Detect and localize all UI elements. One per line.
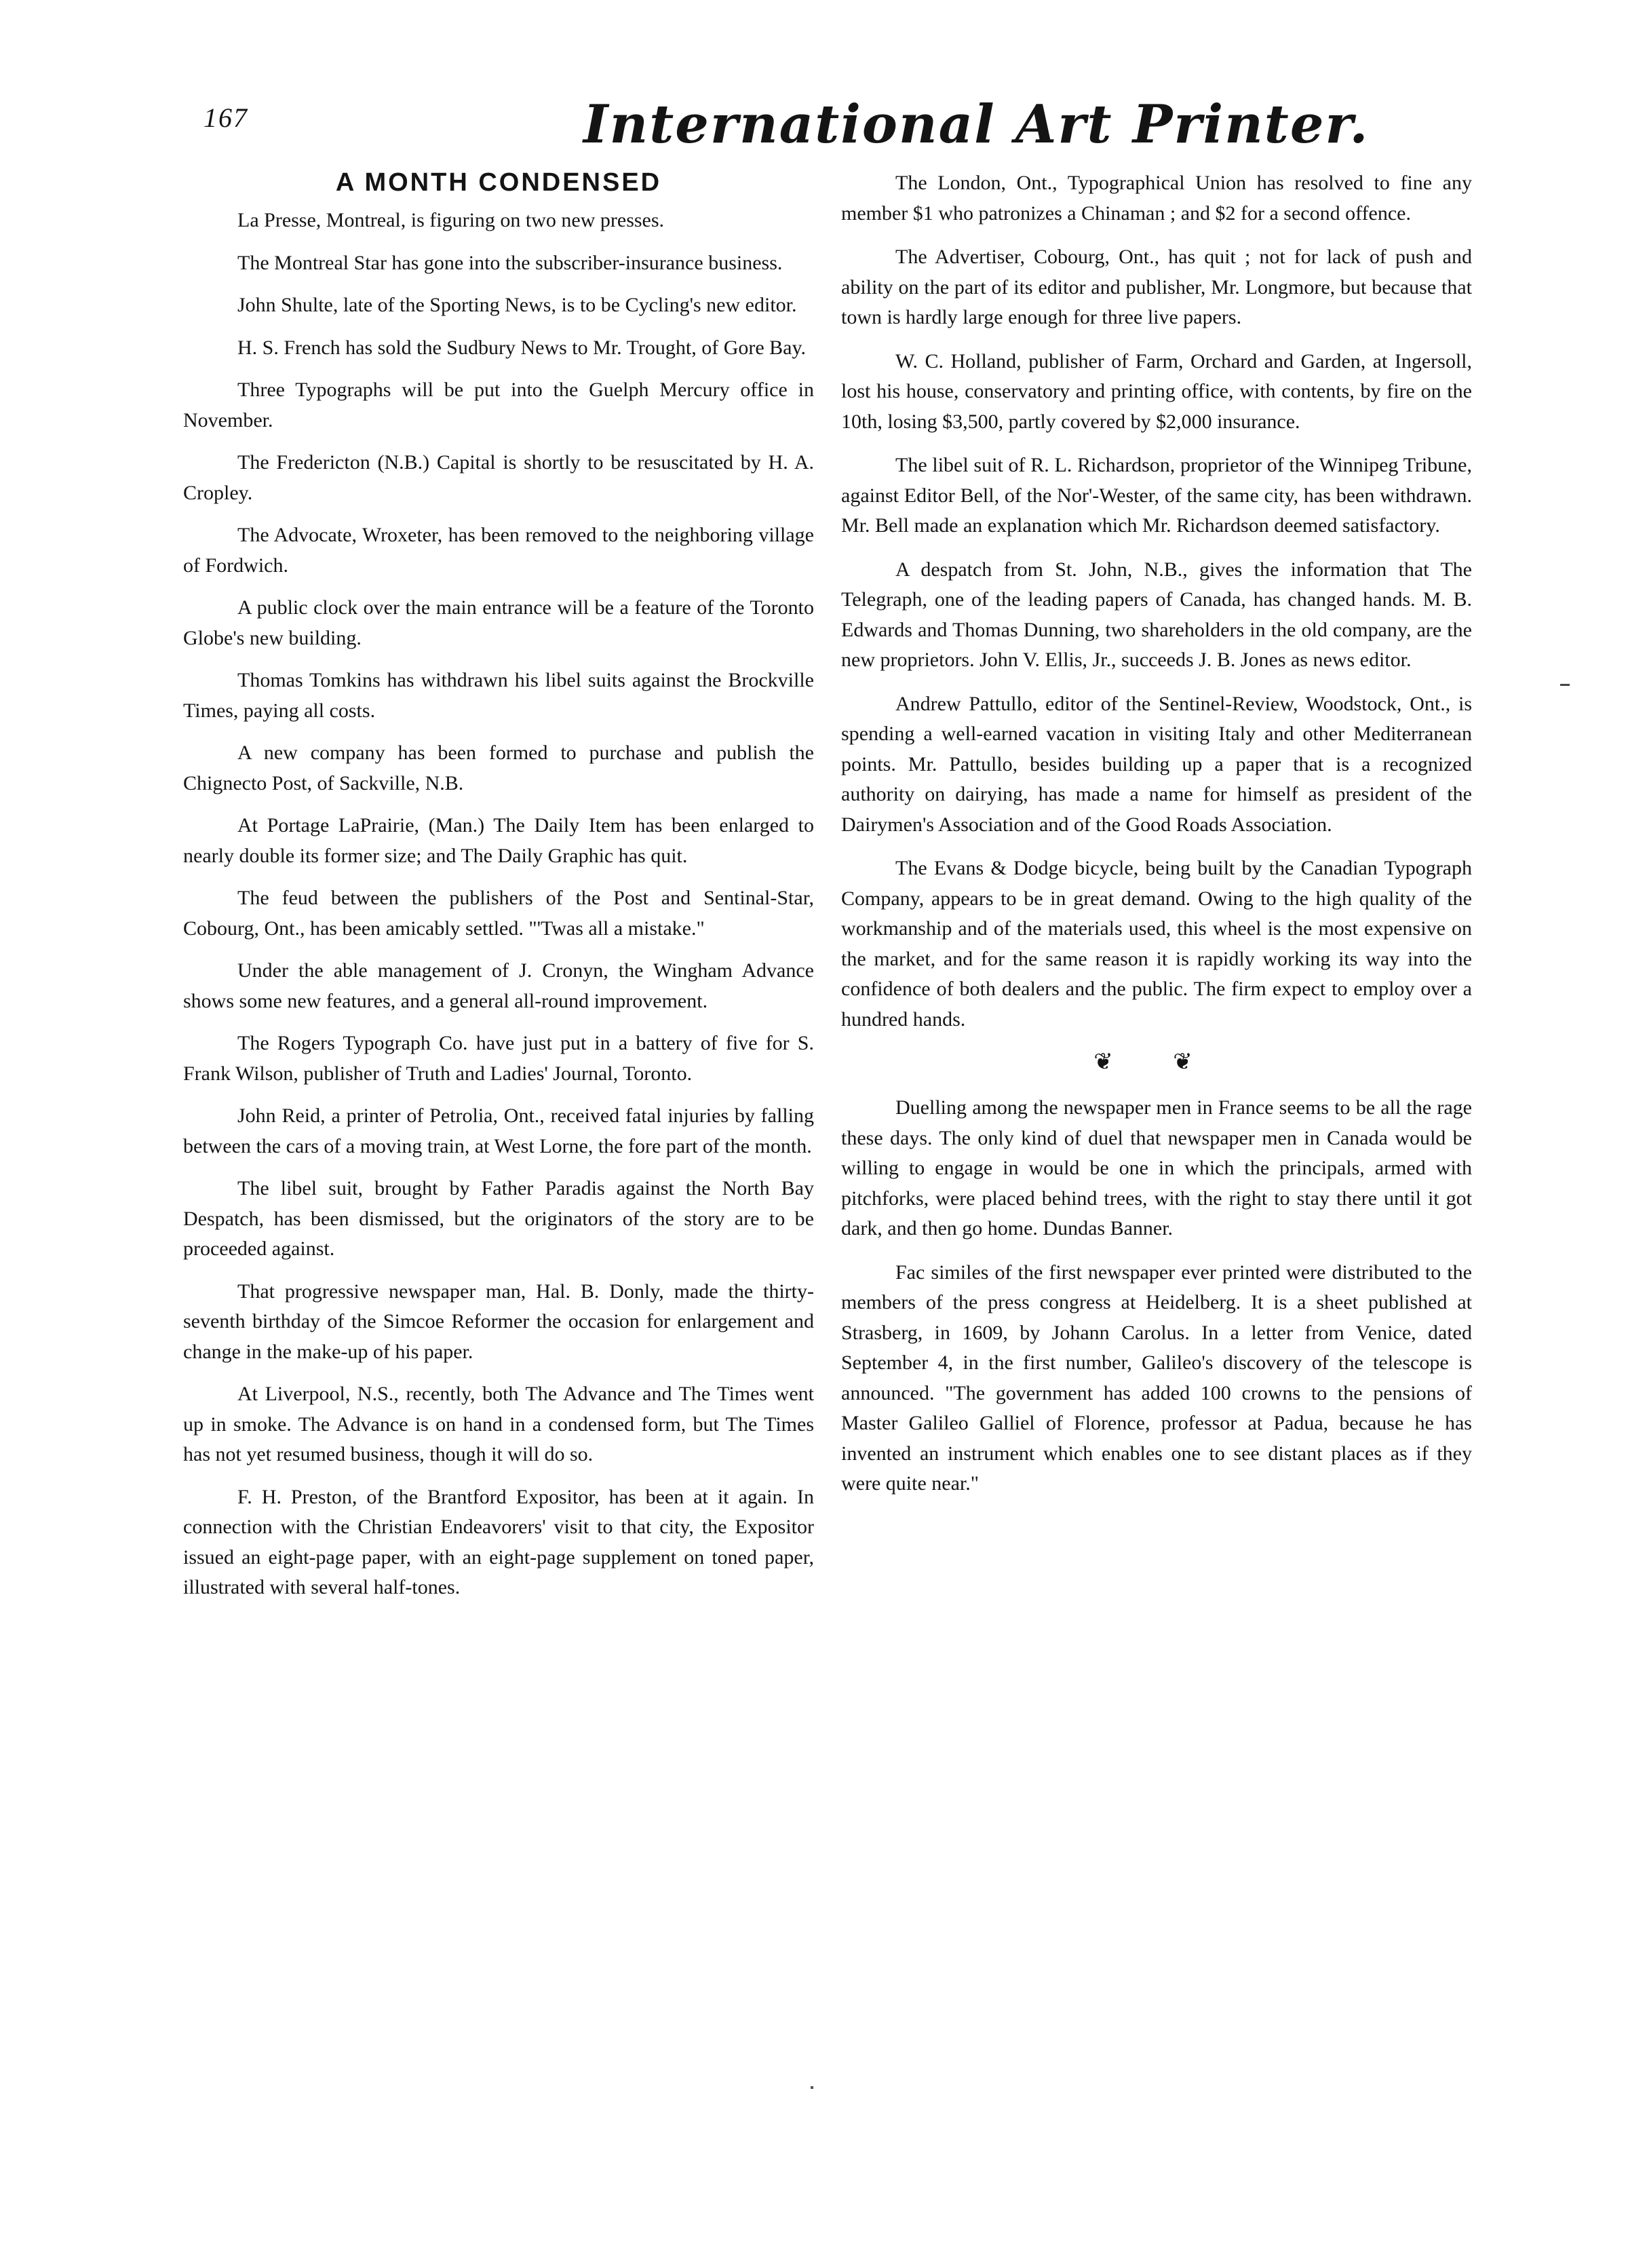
news-item: W. C. Holland, publisher of Farm, Orchard and Garden, at Ingersoll, lost his house, conservatory and printing office, with contents, by fire on the 10th, losing $3,500, partly covered by $2,000 insurance. [841,349,1472,433]
news-item: John Shulte, late of the Sporting News, is to be Cycling's new editor. [237,294,797,316]
news-item: The feud between the publishers of the Post and Sentinal-Star, Cobourg, Ont., has been amicably settled. "'Twas all a mistake." [183,887,814,940]
left-column [183,168,814,1615]
news-item: Three Typographs will be put into the Guelph Mercury office in November. [183,379,814,431]
news-item: Andrew Pattullo, editor of the Sentinel-Review, Woodstock, Ont., is spending a well-earned vacation in visiting Italy and other Mediterranean points. Mr. Pattullo, besides building up a paper that is a recognized authority on dairying, has made a name for himself as president of the Dairymen's Association and of the Good Roads Association. [841,692,1472,836]
news-item: The libel suit of R. L. Richardson, proprietor of the Winnipeg Tribune, against Editor Bell, of the Nor'-Wester, of the same city, has been withdrawn. Mr. Bell made an explanation which Mr. Richardson deemed satisfactory. [841,454,1472,537]
news-item: La Presse, Montreal, is figuring on two new presses. [237,209,665,231]
news-item: At Liverpool, N.S., recently, both The Advance and The Times went up in smoke. The Advance is on hand in a condensed form, but The Times has not yet resumed business, though it will do so. [183,1383,814,1465]
news-item: H. S. French has sold the Sudbury News to Mr. Trought, of Gore Bay. [237,336,807,359]
news-item: A new company has been formed to purchase and publish the Chignecto Post, of Sackville, N.B. [183,742,814,794]
right-column [841,168,1472,1513]
masthead-title: International Art Printer. [583,94,1370,155]
news-item: Duelling among the newspaper men in France seems to be all the rage these days. The only kind of duel that newspaper men in Canada would be willing to engage in would be one in which the principals, armed with pitchforks, were placed behind trees, with the right to stay there until it got dark, and then go home. Dundas Banner. [841,1096,1472,1239]
page-number: 167 [204,102,248,133]
news-item: The Rogers Typograph Co. have just put in a battery of five for S. Frank Wilson, publisher of Truth and Ladies' Journal, Toronto. [183,1032,814,1085]
news-item: Under the able management of J. Cronyn, the Wingham Advance shows some new features, and a general all-round improvement. [183,959,814,1012]
news-item: Fac similes of the first newspaper ever printed were distributed to the members of the press congress at Heidelberg. It is a sheet published at Strasberg, in 1609, by Johann Carolus. In a letter from Venice, dated September 4, in the first number, Galileo's discovery of the telescope is announced. "The government has added 100 crowns to the pensions of Master Galileo Galliel of Florence, professor at Padua, because he has invented an instrument which enables one to see distant places as if they were quite near." [841,1261,1472,1495]
news-item: The Fredericton (N.B.) Capital is shortly to be resuscitated by H. A. Cropley. [183,451,814,504]
news-item: Thomas Tomkins has withdrawn his libel suits against the Brockville Times, paying all costs. [183,669,814,722]
margin-mark [1560,684,1570,686]
news-item: The Evans & Dodge bicycle, being built by the Canadian Typograph Company, appears to be in great demand. Owing to the high quality of the workmanship and of the materials used, this wheel is the most expensive on the market, and for the same reason it is rapidly working its way into the confidence of both dealers and the public. The firm expect to employ over a hundred hands. [841,857,1472,1031]
news-item: The libel suit, brought by Father Paradis against the North Bay Despatch, has been dismissed, but the originators of the story are to be proceeded against. [183,1177,814,1260]
news-item: The London, Ont., Typographical Union has resolved to fine any member $1 who patronizes a Chinaman ; and $2 for a second offence. [841,172,1472,225]
news-item: A public clock over the main entrance will be a feature of the Toronto Globe's new building. [183,596,814,649]
section-heading: A MONTH CONDENSED [335,168,662,197]
news-item: A despatch from St. John, N.B., gives the information that The Telegraph, one of the leading papers of Canada, has changed hands. M. B. Edwards and Thomas Dunning, two shareholders in the old company, are the new proprietors. John V. Ellis, Jr., succeeds J. B. Jones as news editor. [841,558,1472,671]
news-item: The Advertiser, Cobourg, Ont., has quit ; not for lack of push and ability on the part of its editor and publisher, Mr. Longmore, but because that town is hardly large enough for three live papers. [841,246,1472,328]
page-speck [811,2086,813,2089]
news-item: F. H. Preston, of the Brantford Expositor, has been at it again. In connection with the Christian Endeavorers' visit to that city, the Expositor issued an eight-page paper, with an eight-page supplement on toned paper, illustrated with several half-tones. [183,1485,814,1598]
news-item: The Montreal Star has gone into the subscriber-insurance business. [237,251,783,274]
news-item: The Advocate, Wroxeter, has been removed to the neighboring village of Fordwich. [183,524,814,577]
news-item: At Portage LaPrairie, (Man.) The Daily Item has been enlarged to nearly double its former size; and The Daily Graphic has quit. [183,814,814,867]
news-item: John Reid, a printer of Petrolia, Ont., received fatal injuries by falling between the cars of a moving train, at West Lorne, the fore part of the month. [183,1104,814,1157]
section-ornament: ❦ ❦ [1093,1050,1220,1075]
news-item: That progressive newspaper man, Hal. B. Donly, made the thirty-seventh birthday of the Simcoe Reformer the occasion for enlargement and change in the make-up of his paper. [183,1280,814,1363]
